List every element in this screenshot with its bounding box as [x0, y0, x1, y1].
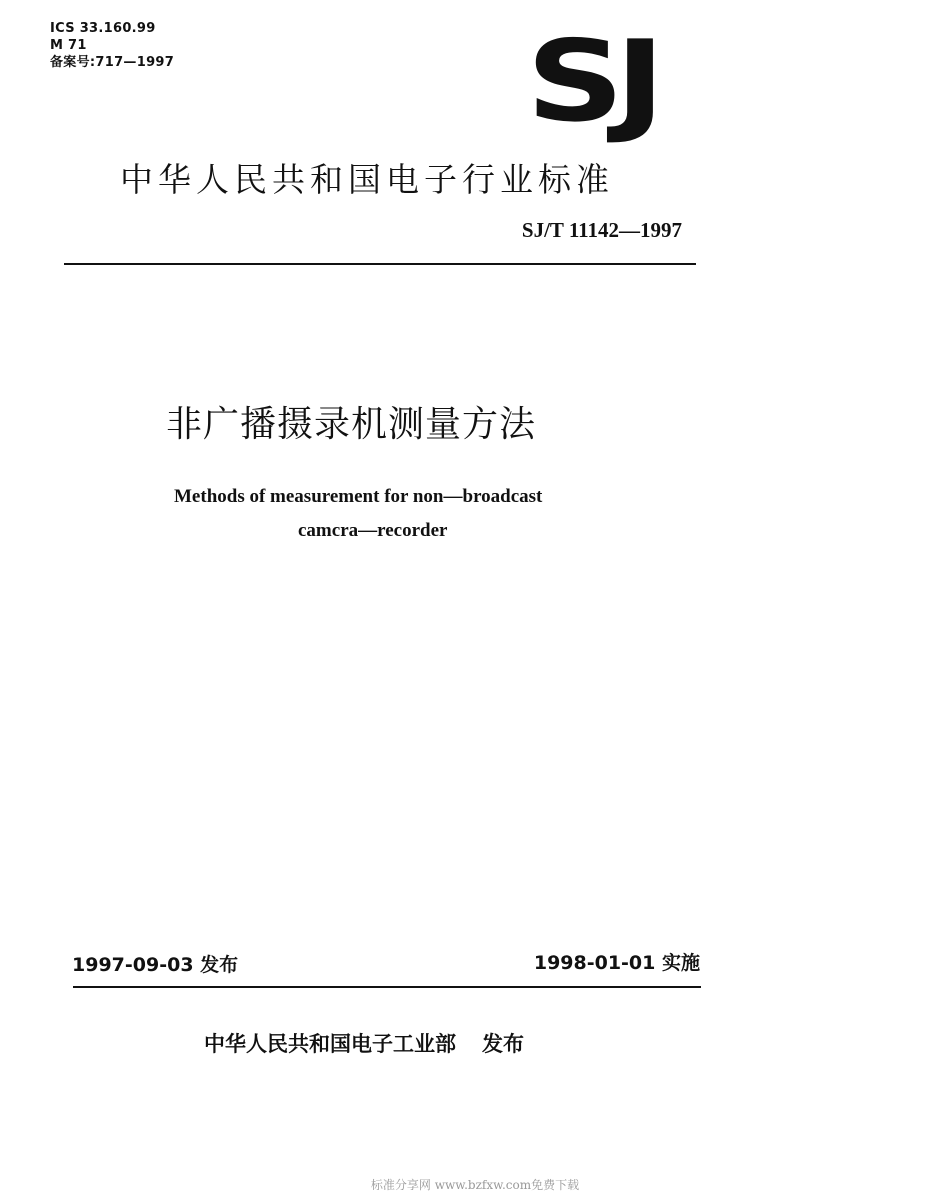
sj-logo — [526, 17, 696, 147]
top-divider — [64, 263, 696, 265]
publisher-line — [204, 1028, 524, 1058]
bottom-divider — [73, 986, 701, 988]
document-title-english-line1: Methods of measurement for non—broadcast — [174, 486, 543, 507]
ccs-code: M 71 — [50, 38, 87, 53]
implementation-date: 1998-01-01 实施 — [533, 952, 700, 974]
document-title-english-line2: camcra—recorder — [298, 520, 448, 541]
issue-date: 1997-09-03 发布 — [72, 954, 239, 976]
sj-logo-text: SJ — [526, 17, 656, 147]
standard-category: 中华人民共和国电子行业标准 — [120, 160, 614, 199]
publisher-name: 中华人民共和国电子工业部 — [204, 1032, 456, 1056]
footer-watermark: 标准分享网 www.bzfxw.com免费下载 — [370, 1178, 580, 1192]
document-title-chinese: 非广播摄录机测量方法 — [166, 404, 537, 445]
filing-number: 备案号:717—1997 — [50, 55, 175, 70]
registered-mark-icon — [533, 80, 542, 89]
ics-code: ICS 33.160.99 — [50, 21, 156, 36]
publisher-action: 发布 — [482, 1032, 524, 1056]
document-meta — [50, 20, 174, 71]
standard-number: SJ/T 11142—1997 — [521, 218, 682, 242]
